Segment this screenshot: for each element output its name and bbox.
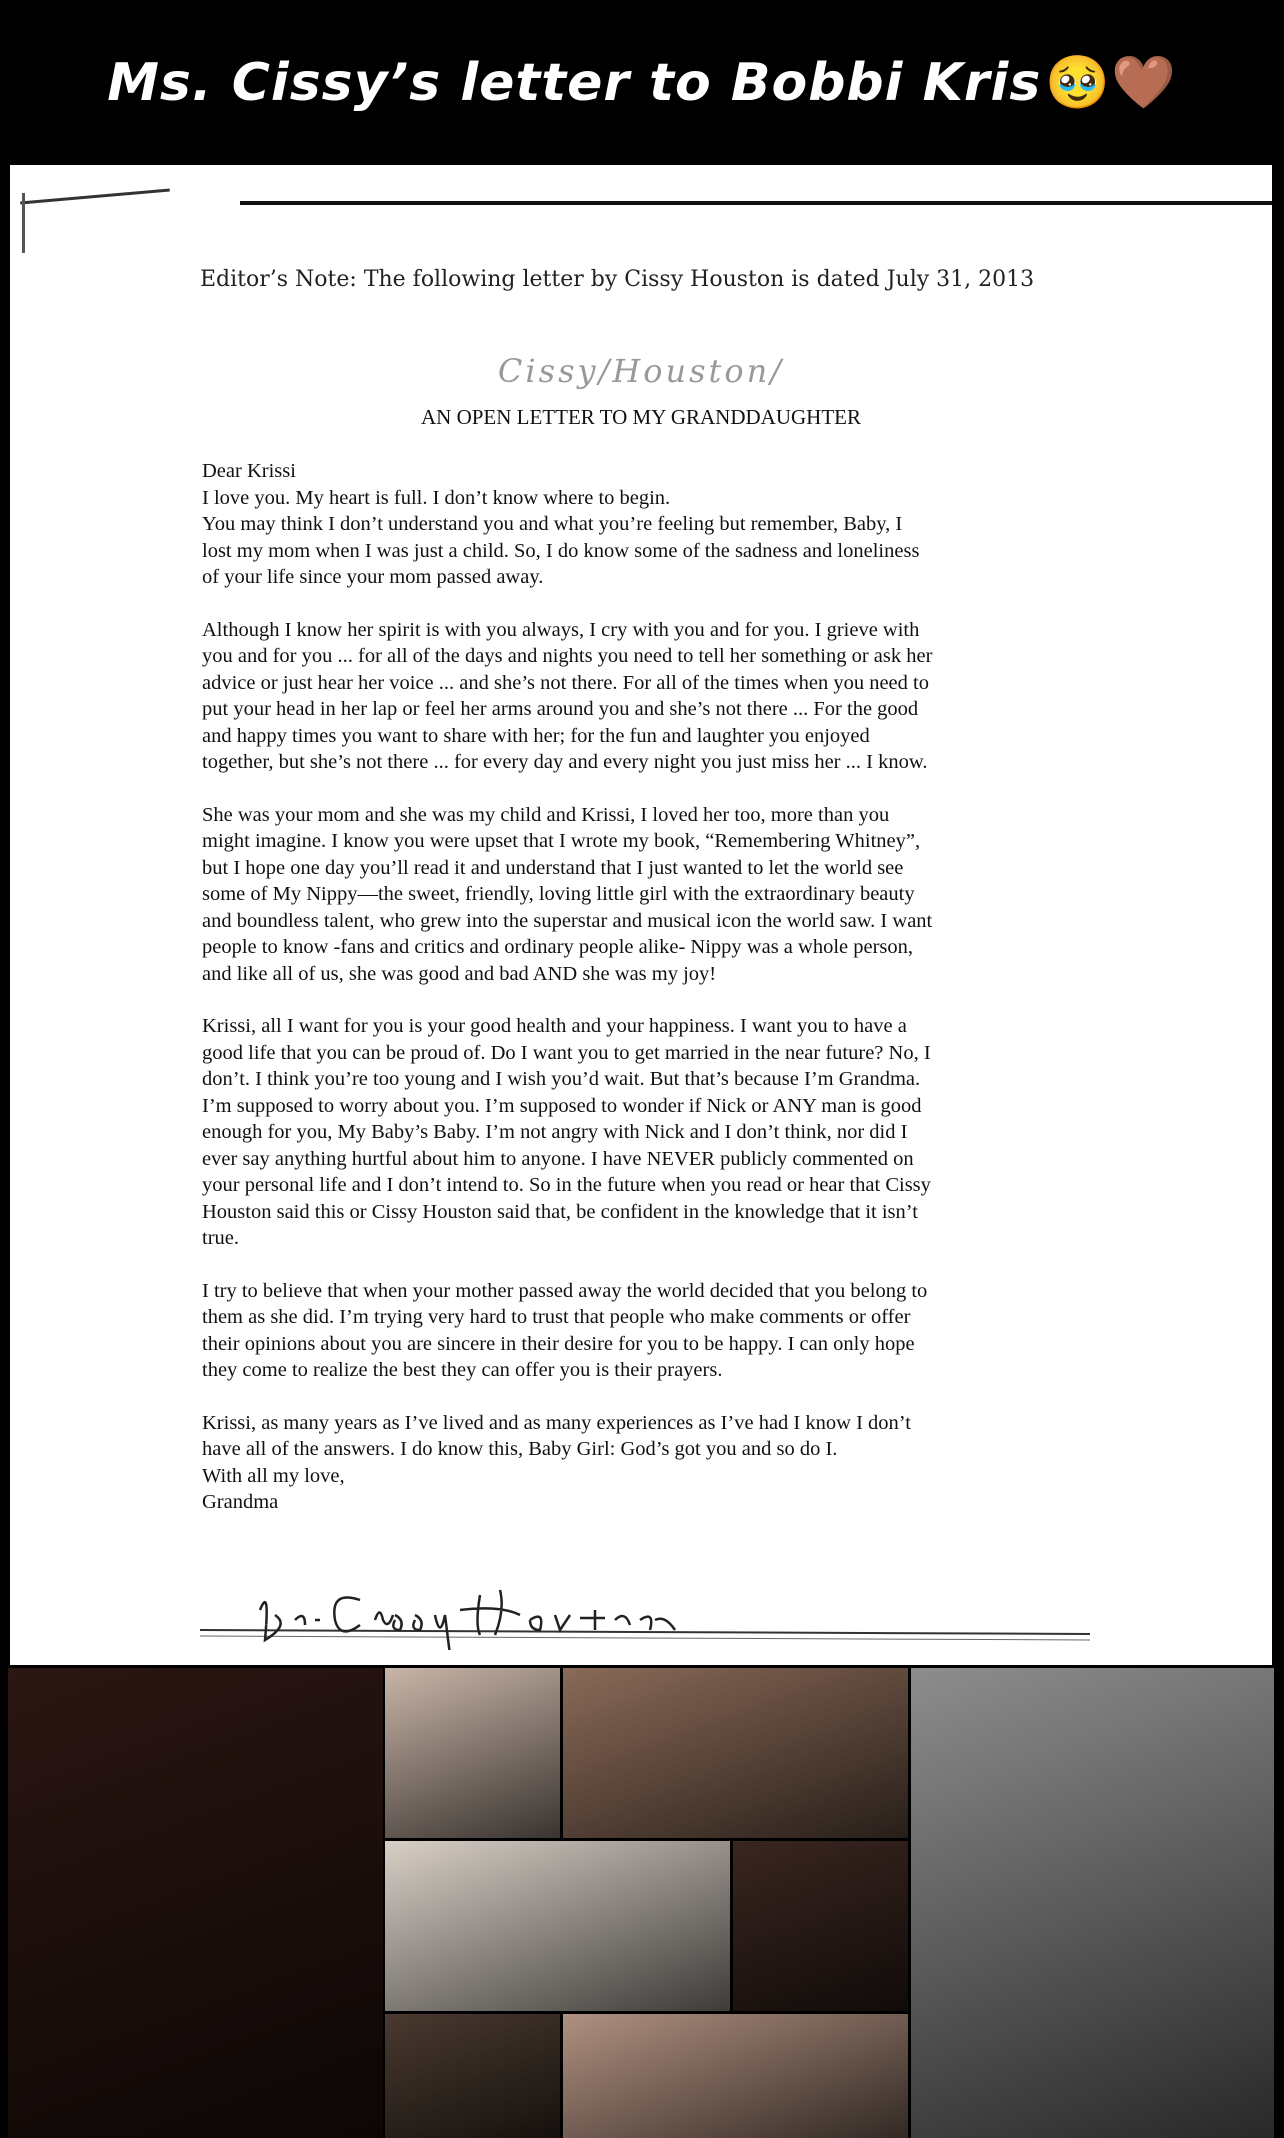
letter-line: Krissi, all I want for you is your good health and your happiness. I want you to have a [202, 1015, 907, 1037]
photo-fill [563, 1668, 908, 1838]
photo-center-mid-right [733, 1841, 908, 2011]
letter-line: them as she did. I’m trying very hard to trust that people who make comments or offer [202, 1306, 911, 1328]
letter-line: people to know -fans and critics and ordinary people alike- Nippy was a whole person, [202, 936, 914, 958]
photo-center-top-left [385, 1668, 560, 1838]
letter-line: I love you. My heart is full. I don’t know where to begin. [202, 486, 671, 509]
letter-line: their opinions about you are sincere in their desire for you to be happy. I can only hope [202, 1332, 915, 1355]
letter-paragraph [202, 1410, 1082, 1516]
letter-line: of your life since your mom passed away. [202, 566, 544, 588]
photo-fill [385, 1841, 730, 2011]
photo-collage [8, 1668, 1274, 2138]
photo-center-mid-left [385, 1841, 730, 2011]
letter-line: some of My Nippy—the sweet, friendly, loving little girl with the extraordinary beauty [202, 883, 915, 905]
caption-emoji: 🥹🤎 [1045, 53, 1177, 113]
letter-line: With all my love, [202, 1464, 345, 1487]
photo-fill [563, 2014, 908, 2138]
letter-body [202, 458, 1082, 1542]
letter-line: Grandma [202, 1491, 279, 1513]
photo-fill [733, 1841, 908, 2011]
letter-line: and boundless talent, who grew into the superstar and musical icon the world saw. I want [202, 909, 933, 932]
letter-line: Krissi, as many years as I’ve lived and as many experiences as I’ve had I know I don’t [202, 1411, 911, 1434]
svg-text:Dr. Cissy Houston: Dr. Cissy Houston [260, 1625, 270, 1626]
letter-line: enough for you, My Baby’s Baby. I’m not angry with Nick and I don’t think, nor did I [202, 1121, 908, 1143]
letter-document [10, 165, 1272, 1665]
editor-note: Editor’s Note: The following letter by Cissy Houston is dated July 31, 2013 [200, 267, 1035, 292]
letter-line: true. [202, 1227, 239, 1249]
letter-paragraph [202, 458, 1082, 591]
scan-mark [20, 188, 170, 204]
photo-fill [385, 2014, 560, 2138]
letter-line: I’m supposed to worry about you. I’m supposed to wonder if Nick or ANY man is good [202, 1094, 922, 1117]
letter-paragraph [202, 802, 1082, 988]
letter-line: and happy times you want to share with her; for the fun and laughter you enjoyed [202, 724, 870, 747]
scan-rule [240, 201, 1272, 205]
letter-line: put your head in her lap or feel her arms around you and she’s not there ... For the good [202, 698, 919, 720]
letter-line: they come to realize the best they can offer you is their prayers. [202, 1359, 723, 1381]
letterhead: Cissy/Houston/ [497, 352, 785, 390]
photo-center-bottom-right [563, 2014, 908, 2138]
photo-fill [911, 1668, 1274, 2138]
letter-line: ever say anything hurtful about him to anyone. I have NEVER publicly commented on [202, 1147, 914, 1170]
letter-line: advice or just hear her voice ... and she’s not there. For all of the times when you need to [202, 671, 929, 694]
letter-line: good life that you can be proud of. Do I want you to get married in the near future? No, I [202, 1041, 931, 1064]
letter-line: I try to believe that when your mother passed away the world decided that you belong to [202, 1279, 928, 1302]
letter-paragraph [202, 1278, 1082, 1384]
letter-title: AN OPEN LETTER TO MY GRANDDAUGHTER [420, 405, 861, 429]
letter-line: have all of the answers. I do know this, Baby Girl: God’s got you and so do I. [202, 1438, 838, 1460]
photo-center-bottom-left [385, 2014, 560, 2138]
letter-line: you and for you ... for all of the days and nights you need to tell her something or ask her [202, 645, 933, 667]
photo-fill [8, 1668, 383, 2138]
caption-text: Ms. Cissy’s letter to Bobbi Kris [107, 52, 1042, 113]
photo-left [8, 1668, 383, 2138]
scan-mark [22, 193, 25, 253]
letter-line: your personal life and I don’t intend to. So in the future when you read or hear that Cissy [202, 1174, 931, 1196]
photo-center-top-right [563, 1668, 908, 1838]
letter-line: She was your mom and she was my child and Krissi, I loved her too, more than you [202, 803, 890, 826]
letter-line: might imagine. I know you were upset that I wrote my book, “Remembering Whitney”, [202, 830, 921, 852]
letter-line: Houston said this or Cissy Houston said that, be confident in the knowledge that it isn’t [202, 1200, 918, 1223]
photo-right [911, 1668, 1274, 2138]
letter-line: lost my mom when I was just a child. So, I do know some of the sadness and loneliness [202, 539, 920, 562]
letter-line: Dear Krissi [202, 460, 296, 482]
caption-banner [0, 0, 1284, 165]
letter-line: Although I know her spirit is with you always, I cry with you and for you. I grieve with [202, 618, 920, 641]
letter-paragraph [202, 1013, 1082, 1252]
letter-line: but I hope one day you’ll read it and understand that I just wanted to let the world see [202, 856, 904, 879]
photo-fill [385, 1668, 560, 1838]
letter-line: You may think I don’t understand you and what you’re feeling but remember, Baby, I [202, 513, 903, 535]
letter-line: together, but she’s not there ... for every day and every night you just miss her ... I know. [202, 751, 928, 773]
handwritten-signature [200, 1580, 1100, 1650]
letter-line: and like all of us, she was good and bad AND she was my joy! [202, 962, 717, 985]
letter-line: don’t. I think you’re too young and I wish you’d wait. But that’s because I’m Grandma. [202, 1068, 921, 1090]
letter-paragraph [202, 617, 1082, 776]
